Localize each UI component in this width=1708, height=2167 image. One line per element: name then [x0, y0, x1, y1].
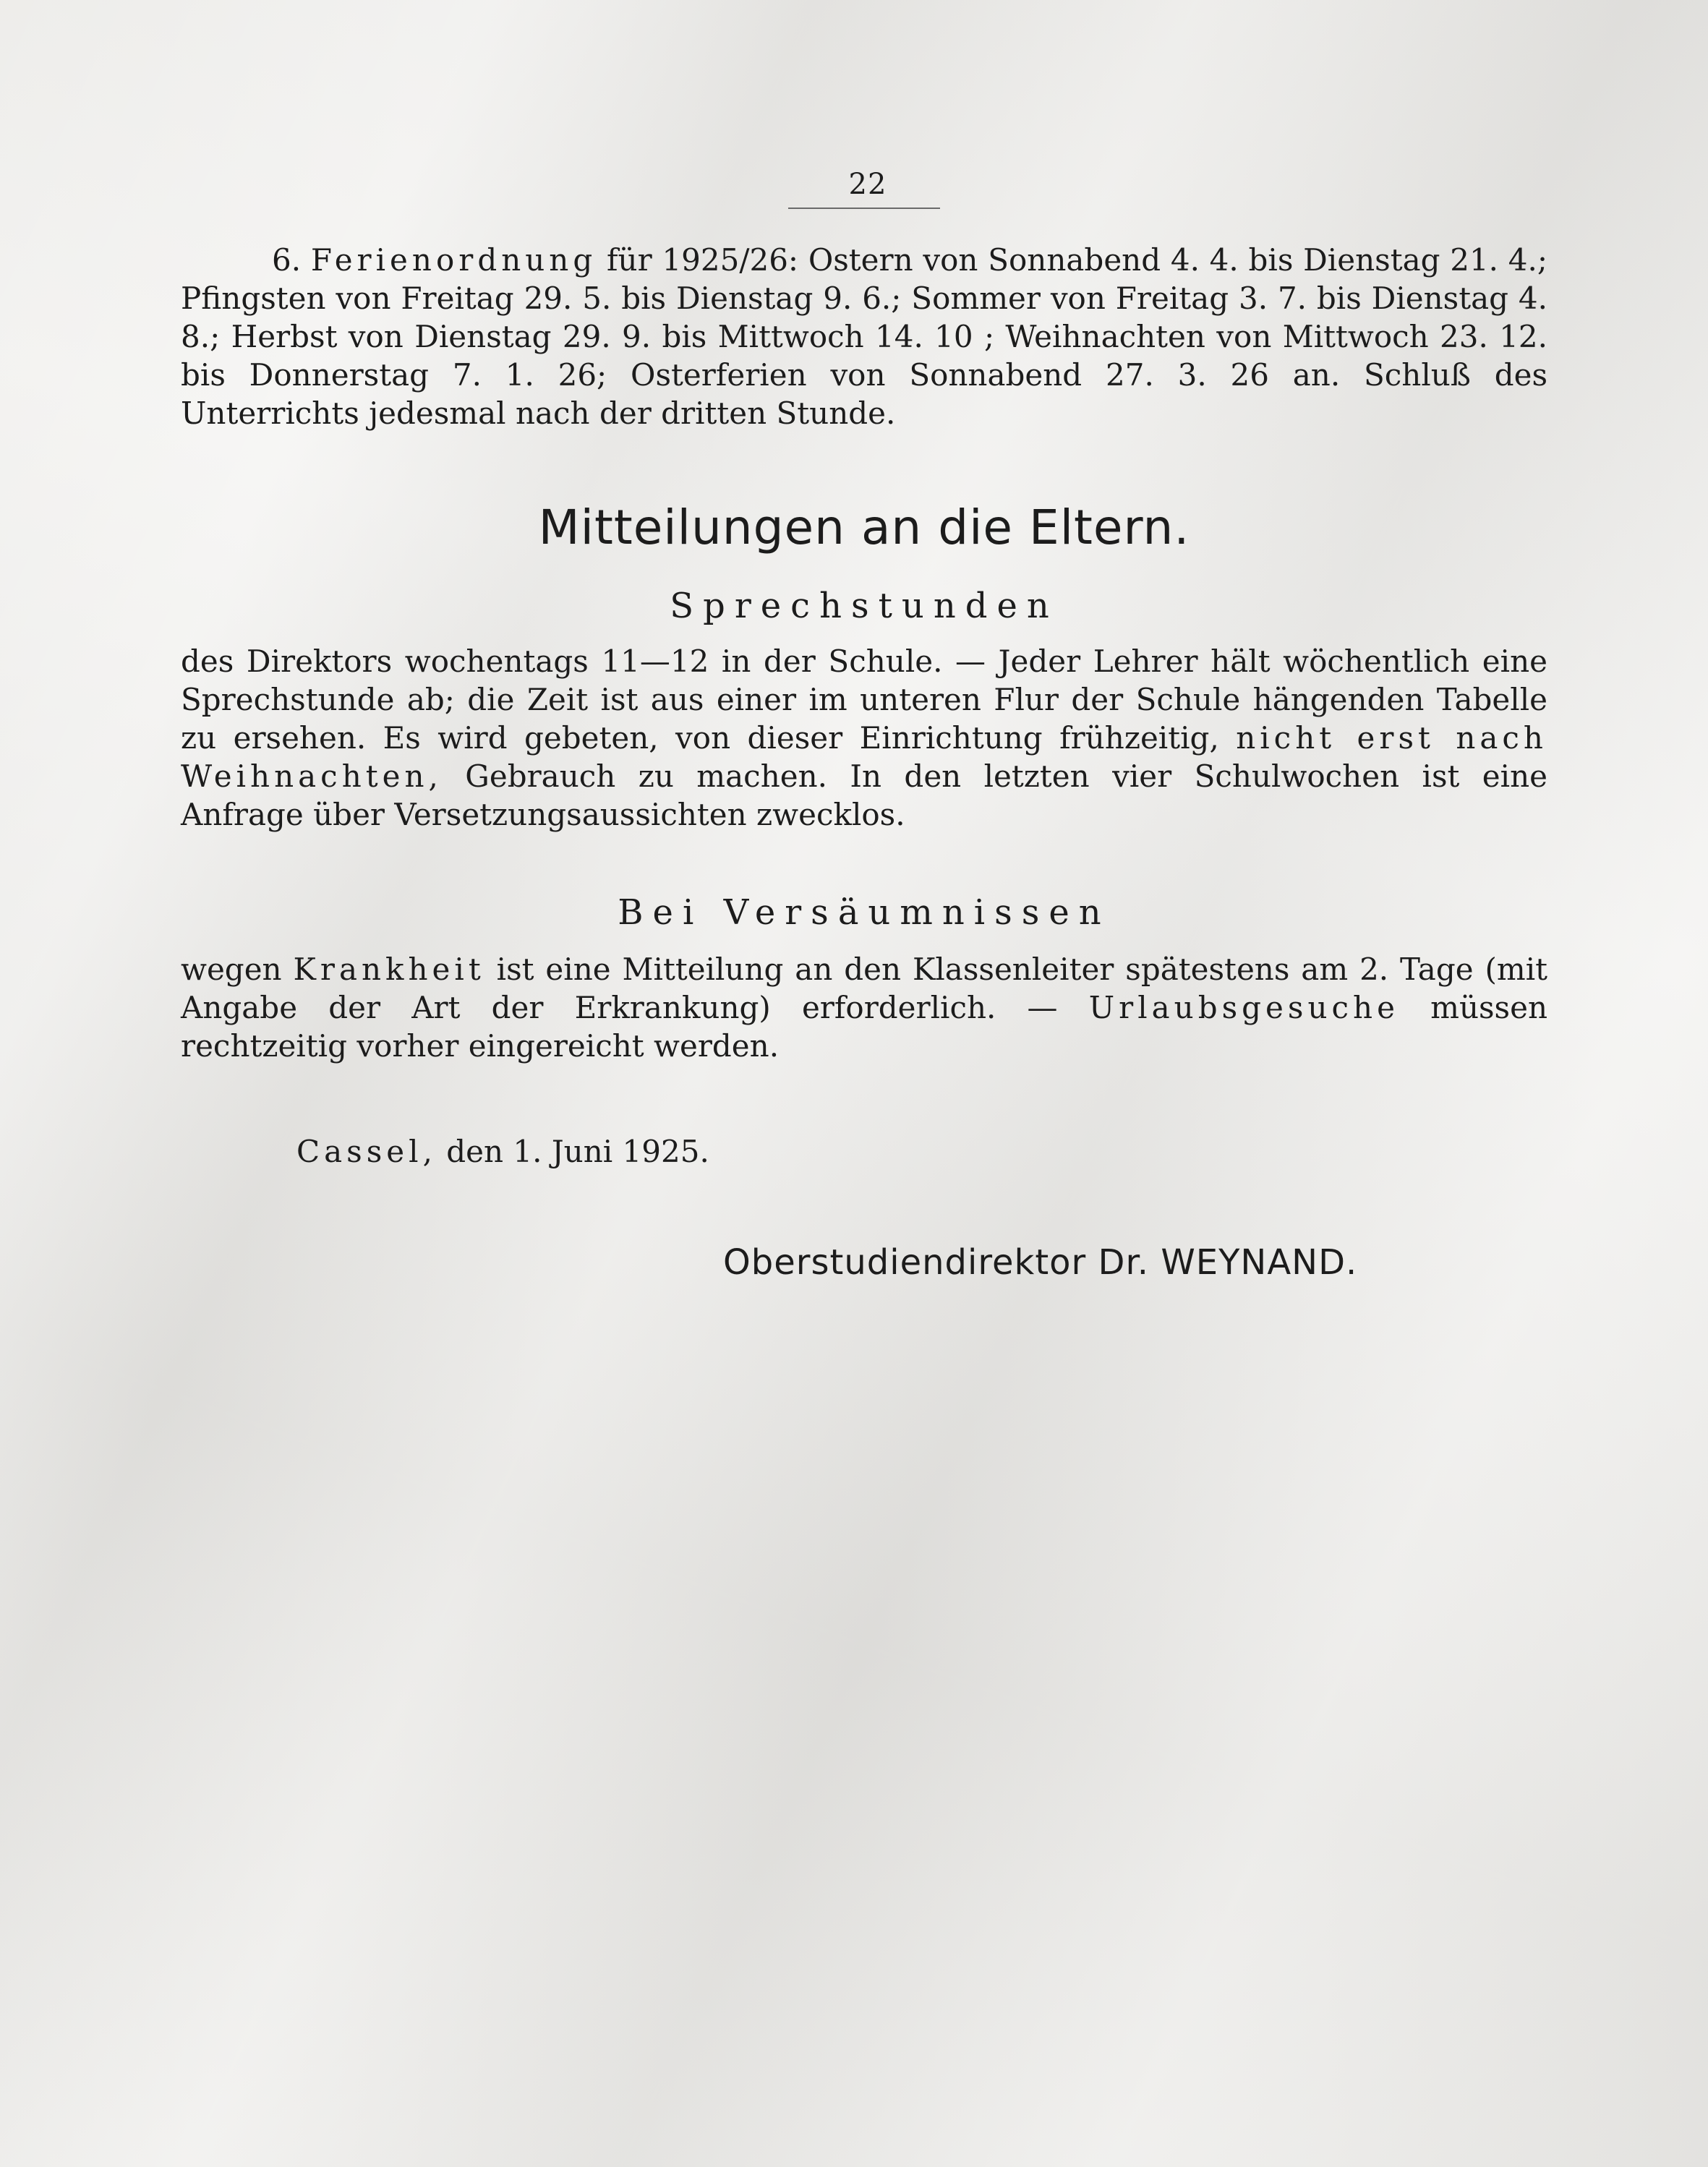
office-hours-text-1: des Direktors wochentags 11—12 in der Schule. — Jeder Lehrer hält wöchentlich eine Sprechstunde ab; die Zeit ist aus einer im unteren Flur der Schule hängenden Tabelle zu ersehen. Es wird gebeten, von dieser Einrichtung frühzeitig, — [181, 644, 1547, 756]
page-number-rule — [788, 208, 940, 209]
absences-emphasis-illness: Krankheit — [293, 952, 485, 987]
signature: Oberstudiendirektor Dr. WEYNAND. — [723, 1242, 1358, 1283]
office-hours-paragraph — [181, 642, 1547, 834]
place-date-line — [296, 1132, 709, 1171]
notices-heading: Mitteilungen an die Eltern. — [538, 500, 1190, 555]
page-number: 22 — [848, 168, 887, 201]
absences-text-3: müssen rechtzeitig vorher eingereicht werden. — [181, 990, 1548, 1064]
office-hours-emphasis: nicht erst nach Weihnachten, — [181, 720, 1547, 794]
absences-heading: Bei Versäumnissen — [618, 892, 1111, 933]
office-hours-text-2: Gebrauch zu machen. In den letzten vier Schulwochen ist eine Anfrage über Versetzungsaussichten zwecklos. — [181, 758, 1547, 832]
absences-text-1: wegen — [181, 952, 294, 987]
holiday-schedule-text: für 1925/26: Ostern von Sonnabend 4. 4. bis Dienstag 21. 4.; Pfingsten von Freitag 29. 5. bis Dienstag 9. 6.; Sommer von Freitag 3. 7. bis Dienstag 4. 8.; Herbst von Dienstag 29. 9. bis Mittwoch 14. 10 ; Weihnachten von Mittwoch 23. 12. bis Donnerstag 7. 1. 26; Osterferien von Sonnabend 27. 3. 26 an. Schluß des Unterrichts jedesmal nach der dritten Stunde. — [181, 242, 1548, 431]
holiday-schedule-paragraph — [181, 241, 1547, 432]
section-number: 6. — [272, 242, 302, 278]
absences-emphasis-leave: Urlaubsgesuche — [1088, 990, 1399, 1025]
absences-paragraph — [181, 950, 1547, 1065]
office-hours-heading: Sprechstunden — [670, 586, 1059, 626]
place: Cassel, — [296, 1134, 437, 1169]
absences-text-2: ist eine Mitteilung an den Klassenleiter spätestens am 2. Tage (mit Angabe der Art der Erkrankung) erforderlich. — — [181, 952, 1548, 1025]
date: den 1. Juni 1925. — [436, 1134, 709, 1169]
section-title: Ferienordnung — [310, 242, 597, 278]
show-through-heading — [181, 1367, 1547, 1424]
